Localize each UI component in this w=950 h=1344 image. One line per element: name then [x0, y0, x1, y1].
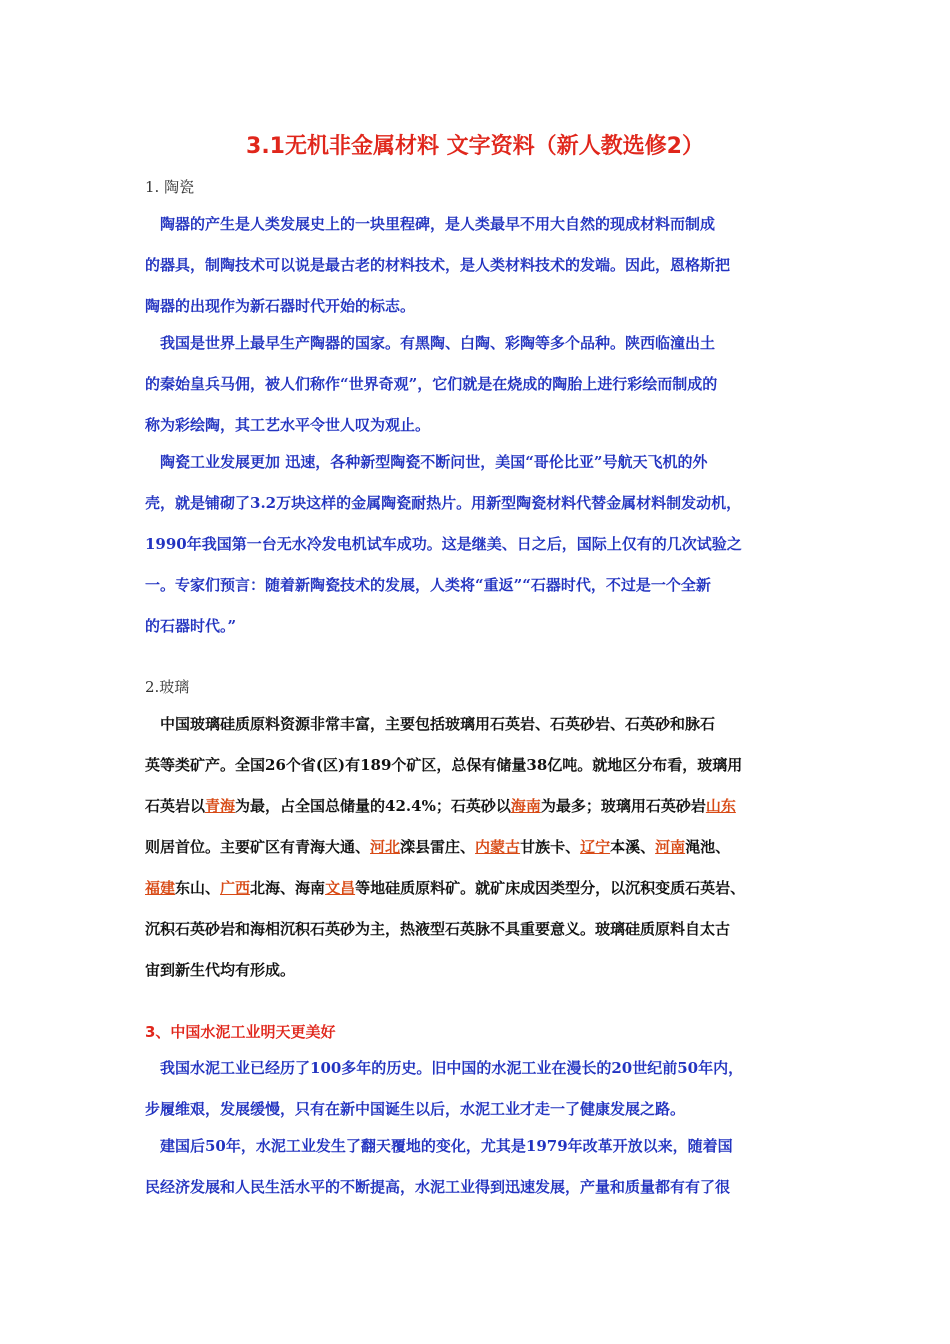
text-span: 则居首位。主要矿区有青海大通、 [145, 838, 371, 856]
link-hainan[interactable]: 海南 [510, 797, 541, 815]
paragraph-line: 英等类矿产。全国26个省(区)有189个矿区，总保有储量38亿吨。就地区分布看，玻璃用 [145, 756, 743, 774]
paragraph-line [145, 796, 736, 816]
paragraph-line [145, 878, 745, 898]
link-liaoning[interactable]: 辽宁 [580, 838, 611, 856]
paragraph-line: 中国玻璃硅质原料资源非常丰富，主要包括玻璃用石英岩、石英砂岩、石英砂和脉石 [145, 715, 716, 733]
section-heading-ceramics: 1. 陶瓷 [145, 178, 195, 196]
paragraph-line: 陶瓷工业发展更加 迅速，各种新型陶瓷不断问世，美国“哥伦比亚”号航天飞机的外 [145, 453, 708, 471]
paragraph-line: 陶器的出现作为新石器时代开始的标志。 [145, 297, 416, 315]
text-span: 为最多；玻璃用石英砂岩 [540, 797, 706, 815]
paragraph-line: 陶器的产生是人类发展史上的一块里程碑，是人类最早不用大自然的现成材料而制成 [145, 215, 716, 233]
section-heading-glass: 2.玻璃 [145, 678, 190, 696]
link-neimenggu[interactable]: 内蒙古 [475, 838, 521, 856]
paragraph-line: 步履维艰，发展缓慢，只有在新中国诞生以后，水泥工业才走一了健康发展之路。 [145, 1100, 686, 1118]
link-qinghai[interactable]: 青海 [205, 797, 236, 815]
paragraph-line: 1990年我国第一台无水冷发电机试车成功。这是继美、日之后，国际上仅有的几次试验之 [145, 535, 742, 553]
paragraph-line: 民经济发展和人民生活水平的不断提高，水泥工业得到迅速发展，产量和质量都有有了很 [145, 1178, 731, 1196]
text-span: 滦县雷庄、 [400, 838, 476, 856]
text-span: 渑池、 [685, 838, 731, 856]
link-henan[interactable]: 河南 [655, 838, 686, 856]
link-guangxi[interactable]: 广西 [220, 879, 251, 897]
paragraph-line: 沉积石英砂岩和海相沉积石英砂为主，热液型石英脉不具重要意义。玻璃硅质原料自太古 [145, 920, 731, 938]
link-shandong[interactable]: 山东 [705, 797, 736, 815]
link-hebei[interactable]: 河北 [370, 838, 401, 856]
paragraph-line: 的石器时代。” [145, 617, 237, 635]
paragraph-line: 称为彩绘陶，其工艺水平令世人叹为观止。 [145, 416, 431, 434]
paragraph-line: 宙到新生代均有形成。 [145, 961, 296, 979]
paragraph-line: 壳，就是铺砌了3.2万块这样的金属陶瓷耐热片。用新型陶瓷材料代替金属材料制发动机， [145, 494, 742, 512]
text-span: 石英岩以 [145, 797, 206, 815]
paragraph-line: 的秦始皇兵马佣，被人们称作“世界奇观”，它们就是在烧成的陶胎上进行彩绘而制成的 [145, 375, 718, 393]
document-title: 3.1无机非金属材料 文字资料（新人教选修2） [246, 134, 704, 159]
paragraph-line [145, 837, 730, 857]
text-span: 北海、海南 [250, 879, 326, 897]
section-heading-cement: 3、中国水泥工业明天更美好 [145, 1023, 336, 1041]
text-span: 甘族卡、 [520, 838, 581, 856]
paragraph-line: 我国水泥工业已经历了100多年的历史。旧中国的水泥工业在漫长的20世纪前50年内， [145, 1059, 744, 1077]
paragraph-line: 一。专家们预言：随着新陶瓷技术的发展，人类将“重返”“石器时代，不过是一个全新 [145, 576, 711, 594]
text-span: 等地硅质原料矿。就矿床成因类型分，以沉积变质石英岩、 [355, 879, 746, 897]
text-span: 本溪、 [610, 838, 656, 856]
link-fujian[interactable]: 福建 [145, 879, 176, 897]
paragraph-line: 建国后50年，水泥工业发生了翻天覆地的变化，尤其是1979年改革开放以来，随着国 [145, 1137, 733, 1155]
paragraph-line: 的器具，制陶技术可以说是最古老的材料技术，是人类材料技术的发端。因此，恩格斯把 [145, 256, 731, 274]
link-wenchang[interactable]: 文昌 [325, 879, 356, 897]
paragraph-line: 我国是世界上最早生产陶器的国家。有黑陶、白陶、彩陶等多个品种。陕西临潼出土 [145, 334, 716, 352]
text-span: 为最，占全国总储量的42.4%；石英砂以 [235, 797, 511, 815]
text-span: 东山、 [175, 879, 221, 897]
